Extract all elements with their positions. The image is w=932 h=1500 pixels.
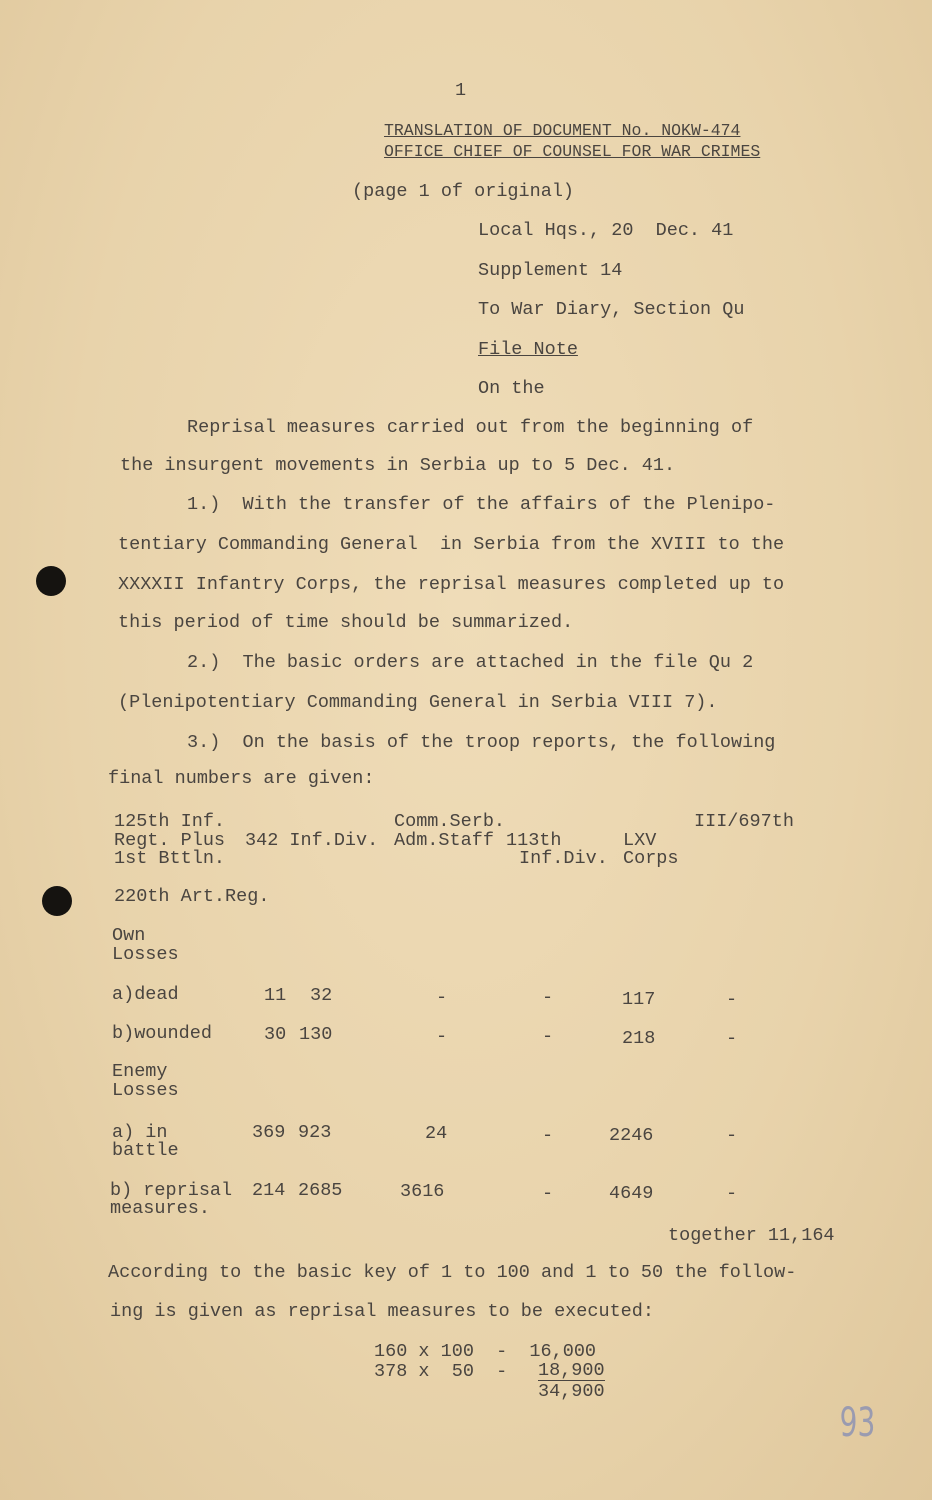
row-label: a) in — [112, 1122, 168, 1143]
cell: 2246 — [609, 1125, 654, 1146]
calc-subtotal: 18,900 — [538, 1360, 605, 1381]
col-header: 113th — [506, 830, 562, 851]
cell: 130 — [299, 1024, 333, 1045]
section-label: Own — [112, 925, 146, 946]
row-label: measures. — [110, 1198, 210, 1219]
cell: 214 — [252, 1180, 286, 1201]
body-line: final numbers are given: — [108, 768, 375, 789]
cell: 218 — [622, 1028, 656, 1049]
section-label: Losses — [112, 944, 179, 965]
row-label: battle — [112, 1140, 179, 1161]
cell: 24 — [425, 1123, 448, 1144]
section-label: Enemy — [112, 1061, 168, 1082]
place-date: Local Hqs., 20 Dec. 41 — [478, 220, 734, 241]
body-line: (Plenipotentiary Commanding General in Serbia VIII 7). — [118, 692, 718, 713]
cell: 117 — [622, 989, 656, 1010]
file-note-title: File Note — [478, 339, 578, 360]
row-label: b)wounded — [112, 1023, 212, 1044]
col-header: Inf.Div. — [519, 848, 608, 869]
body-line: XXXXII Infantry Corps, the reprisal measures completed up to — [118, 574, 785, 595]
calc-line: 378 x 50 - — [374, 1361, 530, 1382]
cell: 2685 — [298, 1180, 343, 1201]
original-page-note: (page 1 of original) — [352, 181, 575, 202]
calc-total: 34,900 — [538, 1381, 605, 1402]
row-label: b) reprisal — [110, 1180, 233, 1201]
body-line: 2.) The basic orders are attached in the file Qu 2 — [187, 652, 754, 673]
handwritten-page-number: 93 — [839, 1400, 876, 1446]
col-header: 1st Bttln. — [114, 848, 226, 869]
supplement: Supplement 14 — [478, 260, 623, 281]
cell: 923 — [298, 1122, 332, 1143]
war-diary: To War Diary, Section Qu — [478, 299, 745, 320]
calc-line: 160 x 100 - 16,000 — [374, 1341, 597, 1362]
row-label: a)dead — [112, 984, 179, 1005]
col-header: Comm.Serb. — [394, 811, 506, 832]
cell: 30 — [264, 1024, 287, 1045]
cell: - — [726, 1183, 738, 1204]
cell: 369 — [252, 1122, 286, 1143]
col-header: Adm.Staff — [394, 830, 494, 851]
cell: - — [542, 987, 554, 1008]
col-header: 220th Art.Reg. — [114, 886, 270, 907]
col-header: LXV — [623, 830, 657, 851]
col-header: 342 Inf.Div. — [245, 830, 379, 851]
cell: - — [542, 1026, 554, 1047]
cell: - — [726, 989, 738, 1010]
cell: - — [542, 1183, 554, 1204]
punch-hole — [36, 566, 66, 596]
section-label: Losses — [112, 1080, 179, 1101]
cell: - — [726, 1125, 738, 1146]
header-line-1: TRANSLATION OF DOCUMENT No. NOKW-474 — [384, 121, 741, 140]
body-line: 3.) On the basis of the troop reports, the following — [187, 732, 776, 753]
col-header: III/697th — [694, 811, 794, 832]
col-header: Corps — [623, 848, 679, 869]
together-total: together 11,164 — [668, 1225, 835, 1246]
closing-line: According to the basic key of 1 to 100 and 1 to 50 the follow- — [108, 1262, 797, 1283]
cell: 3616 — [400, 1181, 445, 1202]
header-line-2: OFFICE CHIEF OF COUNSEL FOR WAR CRIMES — [384, 142, 761, 161]
cell: 4649 — [609, 1183, 654, 1204]
page-number: 1 — [455, 80, 467, 101]
col-header: Regt. Plus — [114, 830, 226, 851]
body-line: tentiary Commanding General in Serbia from the XVIII to the — [118, 534, 785, 555]
cell: - — [542, 1125, 554, 1146]
body-line: this period of time should be summarized. — [118, 612, 574, 633]
cell: - — [436, 1026, 448, 1047]
cell: - — [726, 1028, 738, 1049]
punch-hole — [42, 886, 72, 916]
body-line: 1.) With the transfer of the affairs of the Plenipo- — [187, 494, 776, 515]
cell: - — [436, 987, 448, 1008]
body-line: the insurgent movements in Serbia up to 5 Dec. 41. — [120, 455, 676, 476]
col-header: 125th Inf. — [114, 811, 226, 832]
cell: 11 — [264, 985, 287, 1006]
body-line: Reprisal measures carried out from the beginning of — [187, 417, 754, 438]
cell: 32 — [310, 985, 333, 1006]
on-the: On the — [478, 378, 545, 399]
closing-line: ing is given as reprisal measures to be executed: — [110, 1301, 654, 1322]
